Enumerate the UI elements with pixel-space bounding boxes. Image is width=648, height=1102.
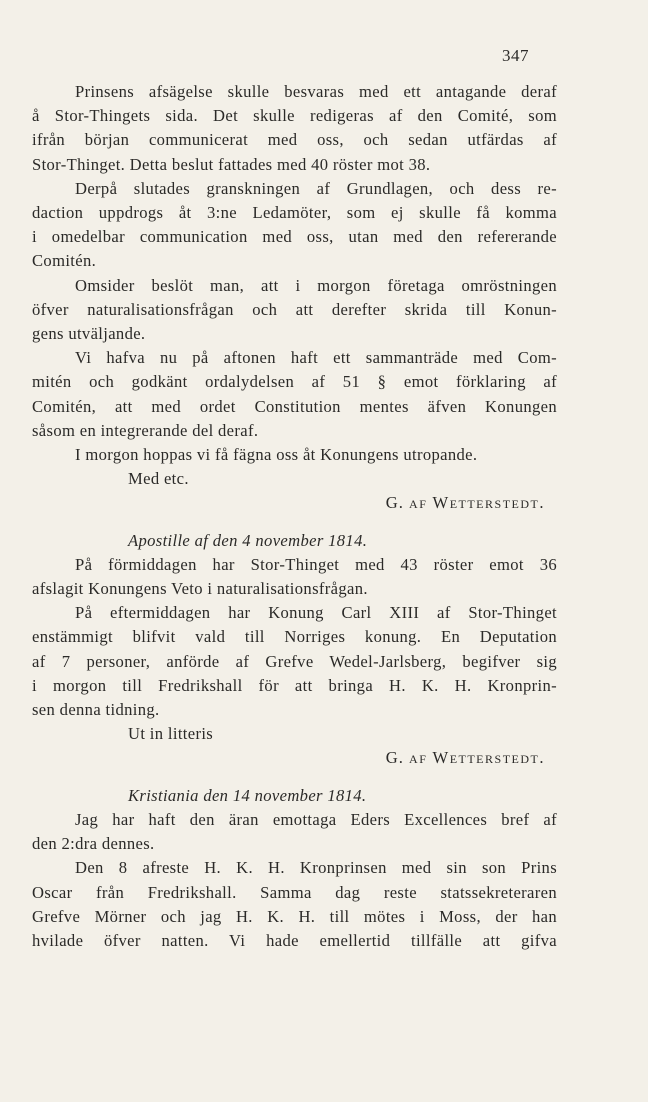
paragraph: I morgon hoppas vi få fägna oss åt Konungens utropande.: [75, 445, 478, 465]
paragraph: Jag har haft den äran emottaga Eders Excellences bref af den 2:dra dennes.: [32, 809, 557, 854]
paragraph: På eftermiddagen har Konung Carl XIII af Stor-Thinget enstämmigt blifvit vald till Norriges konung. En Deputation af 7 personer, anförde af Grefve Wedel-Jarlsberg, begifver sig i morgon till Fredrikshall för att bringa H. K. H. Kronprin- sen denna tidning.: [32, 603, 557, 720]
paragraph: Vi hafva nu på aftonen haft ett sammanträde med Com- mitén och godkänt ordalydelsen af 51 § emot förklaring af Comitén, att med ordet Constitution mentes äfven Konungen såsom en integrerande del deraf.: [32, 348, 557, 440]
paragraph: Derpå slutades granskningen af Grundlagen, och dess re- daction uppdrogs åt 3:ne Ledamöter, som ej skulle få komma i omedelbar communication med oss, utan med den refererande Comitén.: [32, 178, 557, 271]
paragraph: På förmiddagen har Stor-Thinget med 43 röster emot 36 afslagit Konungens Veto i naturalisationsfrågan.: [32, 554, 557, 599]
signature: G. af Wetterstedt.: [385, 748, 545, 768]
closing-formula: Ut in litteris: [128, 724, 214, 744]
paragraph: Omsider beslöt man, att i morgon företaga omröstningen öfver naturalisationsfrågan och att derefter skrida till Konun- gens utväljande.: [32, 275, 557, 344]
paragraph: Prinsens afsägelse skulle besvaras med ett antagande deraf å Stor-Thingets sida. Det skulle redigeras af den Comité, som ifrån början communicerat med oss, och sedan utfärdas af Stor-Thinget. Detta beslut fattades med 40 röster mot 38.: [32, 82, 557, 174]
closing-formula: Med etc.: [128, 469, 189, 489]
section-heading: Kristiania den 14 november 1814.: [128, 785, 367, 805]
section-heading: Apostille af den 4 november 1814.: [128, 530, 368, 550]
page-number: 347: [502, 46, 529, 65]
signature: G. af Wetterstedt.: [385, 493, 545, 513]
paragraph: Den 8 afreste H. K. H. Kronprinsen med sin son Prins Oscar från Fredrikshall. Samma dag reste statssekreteraren Grefve Mörner och jag H. K. H. till mötes i Moss, der han hvilade öfver natten. Vi hade emellertid tillfälle att gifva: [32, 858, 557, 950]
body-text: [32, 80, 557, 953]
